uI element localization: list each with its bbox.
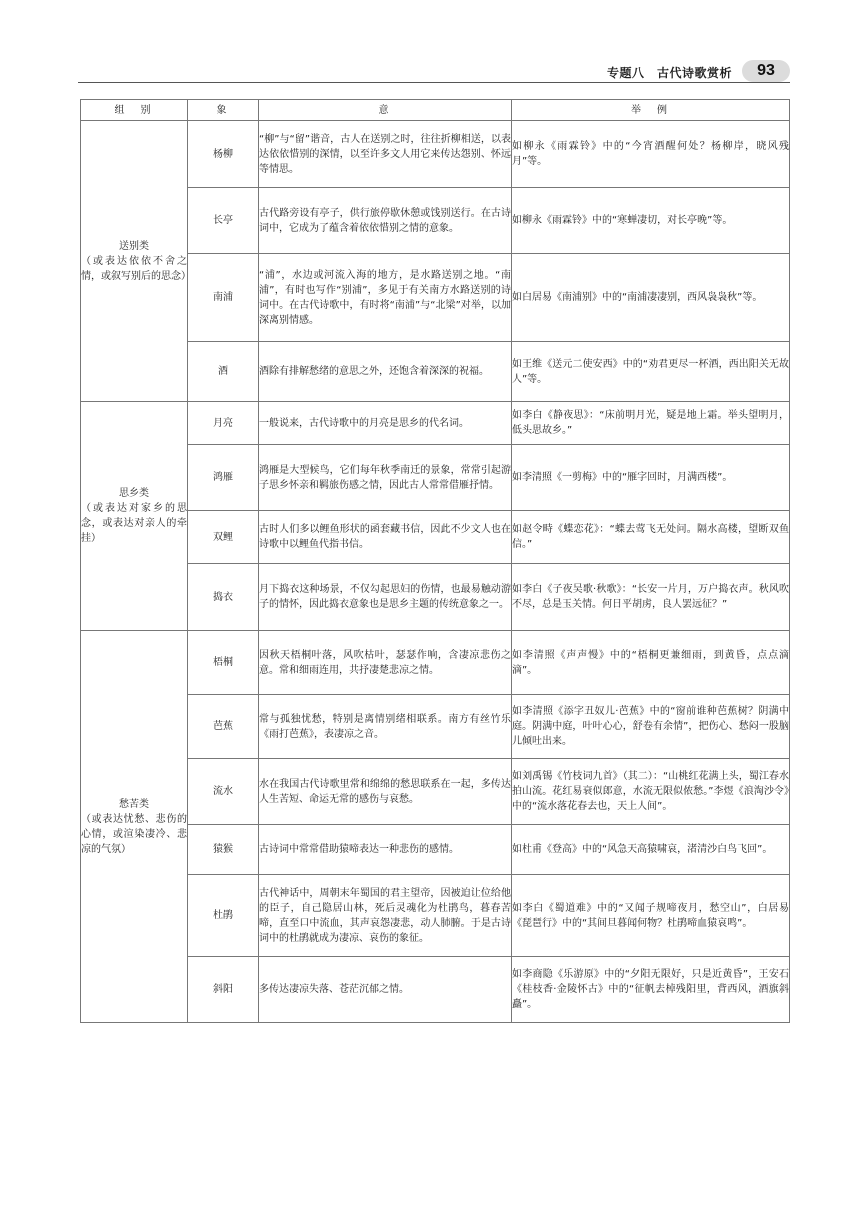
column-header-group: 组 别	[81, 100, 188, 121]
example-cell: 如柳永《雨霖铃》中的“今宵酒醒何处？杨柳岸，晓风残月”等。	[512, 121, 790, 188]
image-cell: 酒	[188, 342, 259, 402]
meaning-cell: 一般说来，古代诗歌中的月亮是思乡的代名词。	[259, 402, 512, 445]
example-cell: 如白居易《南浦别》中的“南浦凄凄别，西风袅袅秋”等。	[512, 254, 790, 342]
column-header-meaning: 意	[259, 100, 512, 121]
group-name: 思乡类	[119, 488, 149, 499]
image-cell: 斜阳	[188, 957, 259, 1023]
group-desc: （或表达忧愁、悲伤的心情，或渲染凄冷、悲凉的气氛）	[81, 813, 187, 855]
group-desc: （或表达依依不舍之情，或叙写别后的思念）	[81, 255, 191, 282]
group-cell	[81, 631, 188, 1023]
group-cell	[81, 121, 191, 402]
header-rule	[78, 82, 790, 83]
page-header	[78, 60, 790, 82]
image-cell: 鸿雁	[188, 445, 259, 511]
image-cell: 芭蕉	[188, 695, 259, 759]
example-cell: 如李白《静夜思》：“床前明月光，疑是地上霜。举头望明月，低头思故乡。”	[512, 402, 790, 445]
table-row	[81, 342, 790, 402]
image-cell: 杜鹃	[188, 875, 259, 957]
table-row	[81, 121, 790, 188]
image-cell: 南浦	[188, 254, 259, 342]
imagery-table	[80, 99, 790, 1023]
example-cell: 如王维《送元二使安西》中的“劝君更尽一杯酒，西出阳关无故人”等。	[512, 342, 790, 402]
meaning-cell: 常与孤独忧愁，特别是离情别绪相联系。南方有丝竹乐《雨打芭蕉》，表凄凉之音。	[259, 695, 512, 759]
example-cell: 如赵令畤《蝶恋花》：“蝶去莺飞无处问。隔水高楼，望断双鱼信。”	[512, 511, 790, 564]
meaning-cell: 古代路旁设有亭子，供行旅停歇休憩或饯别送行。在古诗词中，它成为了蕴含着依依惜别之情的意象。	[259, 188, 512, 254]
image-cell: 双鲤	[188, 511, 259, 564]
meaning-cell: 酒除有排解愁绪的意思之外，还饱含着深深的祝福。	[259, 342, 512, 402]
group-cell	[81, 402, 188, 631]
page-number-badge: 93	[742, 60, 790, 82]
table-row	[81, 188, 790, 254]
table-header-row	[81, 100, 790, 121]
meaning-cell: “柳”与“留”谐音，古人在送别之时，往往折柳相送，以表达依依惜别的深情，以至许多文人用它来传达怨别、怀远等情思。	[259, 121, 512, 188]
group-name: 送别类	[119, 240, 149, 252]
table-row	[81, 875, 790, 957]
image-cell: 猿猴	[188, 825, 259, 875]
image-cell: 梧桐	[188, 631, 259, 695]
image-cell: 捣衣	[188, 564, 259, 631]
meaning-cell: 古时人们多以鲤鱼形状的函套藏书信，因此不少文人也在诗歌中以鲤鱼代指书信。	[259, 511, 512, 564]
example-cell: 如李商隐《乐游原》中的“夕阳无限好，只是近黄昏”，王安石《桂枝香·金陵怀古》中的“征帆去棹残阳里，背西风，酒旗斜矗”。	[512, 957, 790, 1023]
chapter-title: 专题八 古代诗歌赏析	[606, 66, 732, 80]
table-row	[81, 402, 790, 445]
meaning-cell: 古代神话中，周朝末年蜀国的君主望帝，因被迫让位给他的臣子，自己隐居山林，死后灵魂化为杜鹃鸟，暮春苦啼，直至口中流血，其声哀怨凄悲，动人肺腑。于是古诗词中的杜鹃就成为凄凉、哀伤的象征。	[259, 875, 512, 957]
table-row	[81, 957, 790, 1023]
image-cell: 长亭	[188, 188, 259, 254]
table-row	[81, 631, 790, 695]
example-cell: 如李清照《添字丑奴儿·芭蕉》中的“窗前谁种芭蕉树？阴满中庭。阴满中庭，叶叶心心，舒卷有余情”，把伤心、愁闷一股脑儿倾吐出来。	[512, 695, 790, 759]
image-cell: 流水	[188, 759, 259, 825]
image-cell: 杨柳	[188, 121, 259, 188]
column-header-image: 象	[188, 100, 259, 121]
example-cell: 如李清照《一剪梅》中的“雁字回时，月满西楼”。	[512, 445, 790, 511]
meaning-cell: 水在我国古代诗歌里常和绵绵的愁思联系在一起，多传达人生苦短、命运无常的感伤与哀愁。	[259, 759, 512, 825]
meaning-cell: 多传达凄凉失落、苍茫沉郁之情。	[259, 957, 512, 1023]
example-cell: 如柳永《雨霖铃》中的“寒蝉凄切，对长亭晚”等。	[512, 188, 790, 254]
meaning-cell: 月下捣衣这种场景，不仅勾起思妇的伤情，也最易触动游子的情怀，因此捣衣意象也是思乡主题的传统意象之一。	[259, 564, 512, 631]
meaning-cell: 因秋天梧桐叶落，风吹枯叶，瑟瑟作响，含凄凉悲伤之意。常和细雨连用，共抒凄楚悲凉之情。	[259, 631, 512, 695]
group-desc: （或表达对家乡的思念，或表达对亲人的牵挂）	[81, 503, 187, 544]
example-cell: 如刘禹锡《竹枝词九首》（其二）：“山桃红花满上头，蜀江春水拍山流。花红易衰似郎意，水流无限似侬愁。”李煜《浪淘沙令》中的“流水落花春去也，天上人间”。	[512, 759, 790, 825]
example-cell: 如杜甫《登高》中的“风急天高猿啸哀，渚清沙白鸟飞回”。	[512, 825, 790, 875]
meaning-cell: 古诗词中常常借助猿啼表达一种悲伤的感情。	[259, 825, 512, 875]
example-cell: 如李白《蜀道难》中的“又闻子规啼夜月，愁空山”，白居易《琵琶行》中的“其间旦暮闻何物？杜鹃啼血猿哀鸣”。	[512, 875, 790, 957]
group-name: 愁苦类	[119, 798, 149, 810]
example-cell: 如李清照《声声慢》中的“梧桐更兼细雨，到黄昏，点点滴滴”。	[512, 631, 790, 695]
table-row	[81, 564, 790, 631]
image-cell: 月亮	[188, 402, 259, 445]
table-row	[81, 695, 790, 759]
meaning-cell: “浦”，水边或河流入海的地方，是水路送别之地。“南浦”，有时也写作“别浦”，多见于有关南方水路送别的诗词中。在古代诗歌中，有时将“南浦”与“北梁”对举，以加深离别情感。	[259, 254, 512, 342]
meaning-cell: 鸿雁是大型候鸟，它们每年秋季南迁的景象，常常引起游子思乡怀亲和羁旅伤感之情，因此古人常常借雁抒情。	[259, 445, 512, 511]
example-cell: 如李白《子夜吴歌·秋歌》：“长安一片月，万户捣衣声。秋风吹不尽，总是玉关情。何日平胡虏，良人罢远征？”	[512, 564, 790, 631]
column-header-example: 举 例	[512, 100, 790, 121]
